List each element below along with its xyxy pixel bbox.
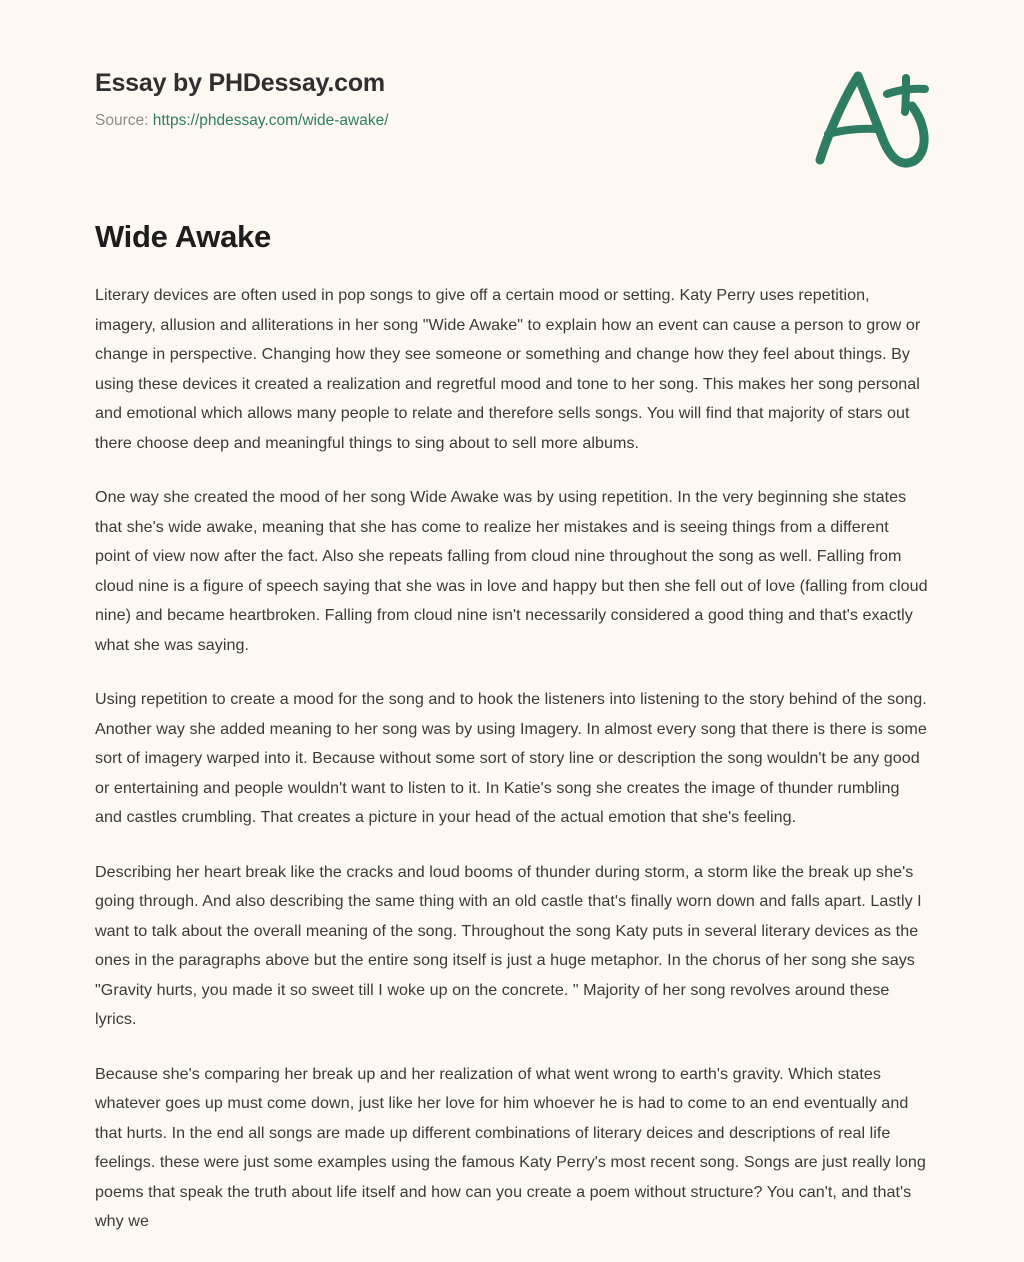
essay-paragraph: One way she created the mood of her song Wide Awake was by using repetition. In the very beginning she states that she's wide awake, meaning that she has come to realize her mistakes and is seeing things from a different point of view now after the fact. Also she repeats falling from cloud nine throughout the song as well. Falling from cloud nine is a figure of speech saying that she was in love and happy but then she fell out of love (falling from cloud nine) and became heartbroken. Falling from cloud nine isn't necessarily considered a good thing and that's exactly what she was saying. — [95, 488, 928, 654]
essay-paragraph: Literary devices are often used in pop songs to give off a certain mood or setting. Katy Perry uses repetition, imagery, allusion and alliterations in her song "Wide Awake" to explain how an event can cause a person to grow or change in perspective. Changing how they see someone or something and change how they feel about things. By using these devices it created a realization and regretful mood and tone to her song. This makes her song personal and emotional which allows many people to relate and therefore sells songs. You will find that majority of stars out there choose deep and meaningful things to sing about to sell more albums. — [95, 286, 921, 452]
source-label: Source: — [95, 112, 149, 129]
page-title: Wide Awake — [95, 219, 271, 254]
page-header — [0, 0, 1024, 185]
essay-paragraph: Using repetition to create a mood for the song and to hook the listeners into listening to the story behind of the song. Another way she added meaning to her song was by using Imagery. In almost every song that there is there is some sort of imagery warped into it. Because without some sort of story line or description the song wouldn't be any good or entertaining and people wouldn't want to listen to it. In Katie's song she creates the image of thunder rumbling and castles crumbling. That creates a picture in your head of the actual emotion that she's feeling. — [95, 690, 927, 826]
source-url-link[interactable]: https://phdessay.com/wide-awake/ — [152, 112, 389, 129]
brand-title: Essay by PHDessay.com — [95, 69, 385, 97]
brand-block — [95, 68, 389, 131]
a-plus-grade-logo-icon — [808, 62, 938, 170]
essay-paragraph: Describing her heart break like the cracks and loud booms of thunder during storm, a storm like the break up she's going through. And also describing the same thing with an old castle that's finally worn down and falls apart. Lastly I want to talk about the overall meaning of the song. Throughout the song Katy puts in several literary devices as the ones in the paragraphs above but the entire song itself is just a huge metaphor. In the chorus of her song she says "Gravity hurts, you made it so sweet till I woke up on the concrete. " Majority of her song revolves around these lyrics. — [95, 862, 922, 1028]
essay-body — [95, 281, 928, 1262]
source-line — [95, 111, 389, 131]
essay-paragraph: Because she's comparing her break up and her realization of what went wrong to earth's gravity. Which states whatever goes up must come down, just like her love for him whoever he is had to come to an end eventually and that hurts. In the end all songs are made up different combinations of literary deices and descriptions of real life feelings. these were just some examples using the famous Katy Perry's most recent song. Songs are just really long poems that speak the truth about life itself and how can you create a poem without structure? You can't, and that's why we — [95, 1064, 926, 1230]
